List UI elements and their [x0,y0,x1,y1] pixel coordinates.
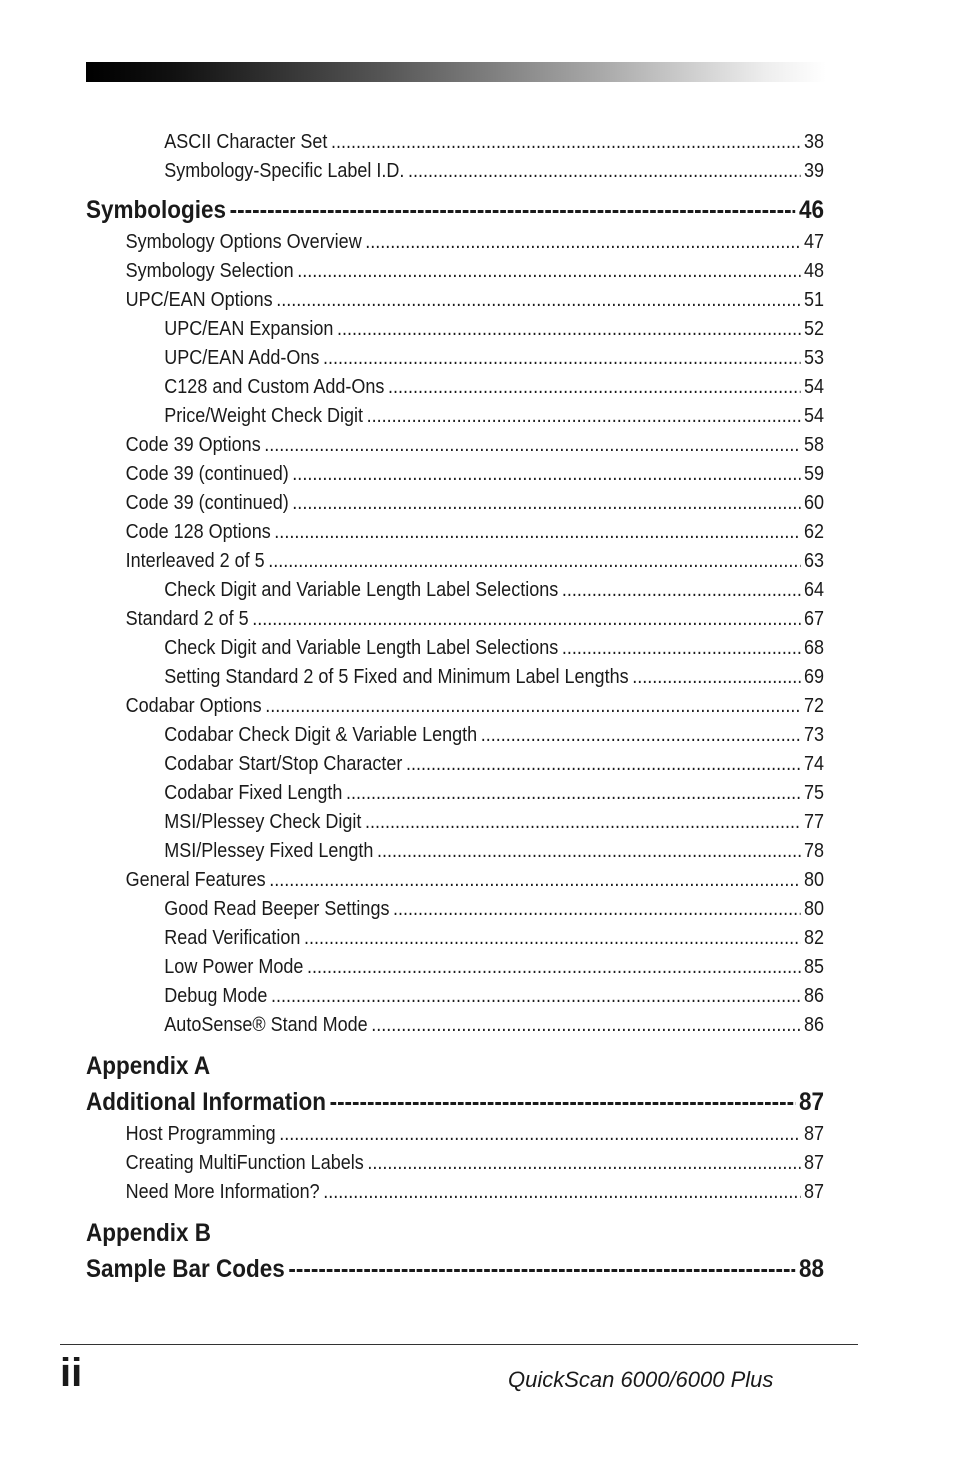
toc-entry-title: Interleaved 2 of 5 [125,550,265,572]
toc-entry-title: Codabar Fixed Length [164,782,343,804]
section-page: 87 [798,1088,824,1116]
dot-leader [388,373,800,402]
dash-leader [288,1251,795,1287]
section-title: Additional Information [86,1088,326,1116]
toc-entry[interactable] [86,547,824,576]
toc-entry-page: 77 [803,811,824,833]
dot-leader [371,1011,800,1040]
toc-entry-page: 48 [803,260,824,282]
toc-entry[interactable] [86,953,824,982]
dot-leader [279,1120,800,1149]
toc-entry[interactable] [86,460,824,489]
dot-leader [393,895,800,924]
toc-entry-page: 67 [803,608,824,630]
toc-entry-page: 38 [803,131,824,153]
dot-leader [632,663,800,692]
toc-entry-page: 69 [803,666,824,688]
dot-leader [265,692,800,721]
toc-entry-page: 59 [803,463,824,485]
toc-entry-title: Code 39 (continued) [125,463,289,485]
page-number: ii [60,1351,83,1395]
dot-leader [481,721,801,750]
toc-entry[interactable] [86,721,824,750]
toc-entry[interactable] [86,286,824,315]
toc-entry-title: MSI/Plessey Check Digit [164,811,362,833]
toc-entry-title: Debug Mode [164,985,268,1007]
toc-entry-title: ASCII Character Set [164,131,328,153]
toc-entry[interactable] [86,634,824,663]
toc-entry-page: 78 [803,840,824,862]
toc-entry-page: 63 [803,550,824,572]
dot-leader [292,460,800,489]
toc-entry-page: 54 [803,405,824,427]
toc-entry[interactable] [86,402,824,431]
toc-entry-page: 54 [803,376,824,398]
table-of-contents [86,128,824,1287]
toc-entry-page: 74 [803,753,824,775]
toc-entry-title: Standard 2 of 5 [125,608,249,630]
toc-entry-title: UPC/EAN Add-Ons [164,347,320,369]
section-page: 46 [798,196,824,224]
product-name: QuickScan 6000/6000 Plus [508,1367,774,1392]
dot-leader [252,605,800,634]
toc-entry-title: Codabar Start/Stop Character [164,753,403,775]
toc-entry-page: 85 [803,956,824,978]
header-gradient-bar [86,62,826,82]
toc-entry-title: Symbology-Specific Label I.D. [164,160,405,182]
dot-leader [562,576,801,605]
toc-entry-title: Check Digit and Variable Length Label Selections [164,579,559,601]
dash-leader [230,192,796,228]
dot-leader [408,157,800,186]
toc-entry[interactable] [86,779,824,808]
dot-leader [365,808,800,837]
toc-entry-title: Need More Information? [125,1181,320,1203]
appendix-a-label: Appendix A [86,1052,211,1080]
toc-entry-page: 64 [803,579,824,601]
toc-entry-page: 39 [803,160,824,182]
toc-entry[interactable] [86,344,824,373]
dot-leader [297,257,800,286]
toc-entry-title: Symbology Selection [125,260,294,282]
footer-divider [60,1344,858,1345]
toc-entry[interactable] [86,489,824,518]
toc-entry[interactable] [86,837,824,866]
toc-entry-title: UPC/EAN Options [125,289,273,311]
toc-section-symbologies[interactable] [86,192,824,228]
toc-entry[interactable] [86,895,824,924]
toc-entry-title: Price/Weight Check Digit [164,405,364,427]
toc-entry-title: Code 39 (continued) [125,492,289,514]
dot-leader [367,1149,800,1178]
section-title: Sample Bar Codes [86,1255,285,1283]
toc-entry[interactable] [86,315,824,344]
toc-entry[interactable] [86,924,824,953]
toc-entry[interactable] [86,257,824,286]
toc-entry-title: Creating MultiFunction Labels [125,1152,364,1174]
toc-entry-page: 86 [803,985,824,1007]
toc-entry-page: 72 [803,695,824,717]
toc-entry[interactable] [86,692,824,721]
toc-entry-title: General Features [125,869,266,891]
dot-leader [331,128,800,157]
toc-entry-title: Codabar Options [125,695,262,717]
dot-leader [323,344,800,373]
toc-section-appendix-a[interactable] [86,1084,824,1120]
toc-entry-page: 51 [803,289,824,311]
toc-entry-page: 87 [803,1123,824,1145]
dot-leader [274,518,800,547]
toc-entry[interactable] [86,1178,824,1207]
dot-leader [269,866,800,895]
dot-leader [337,315,800,344]
toc-entry-title: Read Verification [164,927,301,949]
toc-entry-page: 53 [803,347,824,369]
toc-entry-page: 52 [803,318,824,340]
toc-entry-title: Code 128 Options [125,521,271,543]
dot-leader [377,837,800,866]
toc-section-appendix-b[interactable] [86,1251,824,1287]
toc-entry[interactable] [86,518,824,547]
toc-entry-title: Host Programming [125,1123,276,1145]
toc-entry-page: 60 [803,492,824,514]
toc-entry[interactable] [86,1149,824,1178]
toc-entry-page: 82 [803,927,824,949]
toc-entry[interactable] [86,1011,824,1040]
toc-entry-title: Good Read Beeper Settings [164,898,390,920]
toc-entry-page: 86 [803,1014,824,1036]
section-page: 88 [798,1255,824,1283]
dot-leader [307,953,800,982]
section-title: Symbologies [86,196,227,224]
dot-leader [365,228,800,257]
toc-entry-page: 73 [803,724,824,746]
toc-entry-page: 62 [803,521,824,543]
toc-entry[interactable] [86,866,824,895]
toc-entry[interactable] [86,373,824,402]
toc-entry[interactable] [86,982,824,1011]
toc-entry[interactable] [86,431,824,460]
toc-entry[interactable] [86,663,824,692]
toc-entry-title: C128 and Custom Add-Ons [164,376,385,398]
dot-leader [367,402,801,431]
toc-entry-page: 58 [803,434,824,456]
dot-leader [346,779,800,808]
dot-leader [271,982,800,1011]
toc-entry-page: 87 [803,1181,824,1203]
toc-entry[interactable] [86,750,824,779]
toc-entry[interactable] [86,228,824,257]
toc-entry-title: Check Digit and Variable Length Label Selections [164,637,559,659]
toc-entry[interactable] [86,576,824,605]
toc-entry[interactable] [86,808,824,837]
toc-entry-page: 80 [803,898,824,920]
toc-entry-page: 87 [803,1152,824,1174]
dot-leader [264,431,800,460]
dash-leader [330,1084,796,1120]
toc-entry-title: Codabar Check Digit & Variable Length [164,724,478,746]
dot-leader [276,286,800,315]
dot-leader [268,547,800,576]
toc-entry-title: Symbology Options Overview [125,231,362,253]
toc-entry-page: 80 [803,869,824,891]
toc-entry[interactable] [86,128,824,157]
toc-entry[interactable] [86,605,824,634]
dot-leader [304,924,800,953]
toc-entry-title: AutoSense® Stand Mode [164,1014,368,1036]
dot-leader [292,489,800,518]
toc-entry-page: 75 [803,782,824,804]
toc-entry-title: Code 39 Options [125,434,261,456]
dot-leader [406,750,800,779]
toc-entry-page: 47 [803,231,824,253]
toc-entry-title: Setting Standard 2 of 5 Fixed and Minimum Label Lengths [164,666,629,688]
toc-entry[interactable] [86,157,824,186]
appendix-b-label: Appendix B [86,1219,212,1247]
dot-leader [323,1178,800,1207]
dot-leader [562,634,801,663]
toc-entry-title: UPC/EAN Expansion [164,318,334,340]
toc-entry[interactable] [86,1120,824,1149]
toc-entry-title: Low Power Mode [164,956,304,978]
toc-entry-title: MSI/Plessey Fixed Length [164,840,374,862]
toc-entry-page: 68 [803,637,824,659]
